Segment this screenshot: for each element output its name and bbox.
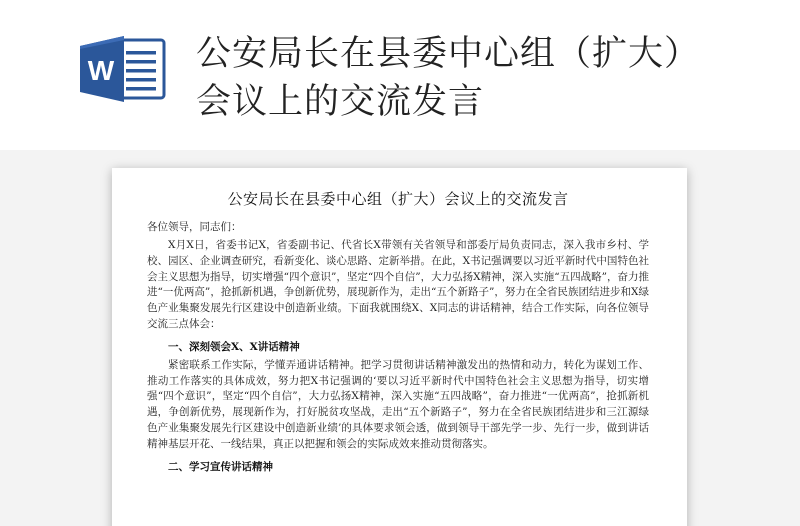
page-title xyxy=(196,30,776,126)
section-heading-1: 一、深刻领会X、X讲话精神 xyxy=(168,340,300,353)
paragraph-section-1: 紧密联系工作实际，学懂弄通讲话精神。把学习贯彻讲话精神激发出的热情和动力，转化为谋划工作、推动工作落实的具体成效，努力把X书记强调的‘要以习近平新时代中国特色社会主义思想为指导，切实增强“四个意识”，坚定“四个自信”，大力弘扬X精神，深入实施“五四战略”，奋力推进“一优两高”，抢抓新机遇，争创新优势，展现新作为，打好脱贫攻坚战，走出“五个新路子”，努力在全省民族团结进步和三江源绿色产业集聚发展先行区建设中创造新业绩’的具体要求领会透，做到领导干部先学一步、先行一步，做到讲话精神基层开花、一线结果，真正以把握和领会的实际成效来推动贯彻落实。 xyxy=(147,358,649,450)
document-page xyxy=(112,168,687,526)
greeting: 各位领导，同志们： xyxy=(147,221,242,233)
paragraph-intro: X月X日，省委书记X，省委副书记、代省长X带领有关省领导和部委厅局负责同志，深入我市乡村、学校、园区、企业调查研究，看新变化、谈心思路、定新举措。在此，X书记强调要以习近平新时代中国特色社会主义思想为指导，切实增强“四个意识”，坚定“四个自信”，大力弘扬X精神，深入实施“五四战略”，奋力推进“一优两高”，抢抓新机遇，争创新优势，展现新作为，走出“五个新路子”，努力在全省民族团结进步和X绿色产业集聚发展先行区建设中创造新业绩。下面我就围绕X、X同志的讲话精神，结合工作实际，向各位领导交流三点体会： xyxy=(147,239,649,330)
document-title: 公安局长在县委中心组（扩大）会议上的交流发言 xyxy=(227,190,569,208)
title-line-1: 公安局长在县委中心组（扩大） xyxy=(196,34,701,74)
word-icon-letter: W xyxy=(87,55,115,86)
header-banner xyxy=(0,0,800,150)
word-icon xyxy=(74,34,170,104)
section-heading-2: 二、学习宣传讲话精神 xyxy=(168,460,273,473)
title-line-2: 会议上的交流发言 xyxy=(196,82,485,122)
